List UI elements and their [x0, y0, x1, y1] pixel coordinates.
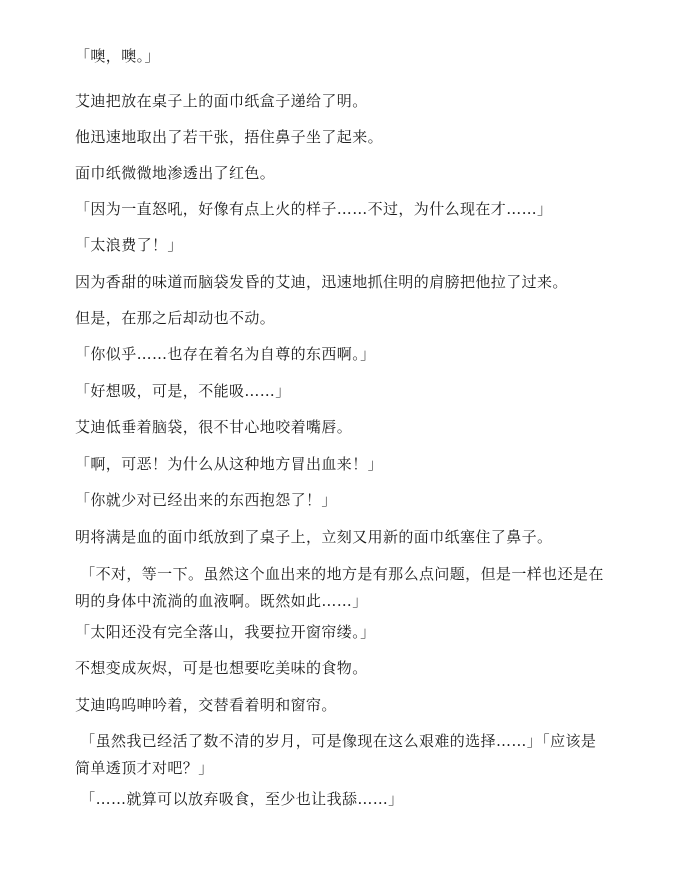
paragraph-17: 不想变成灰烬，可是也想要吃美味的食物。 [75, 659, 368, 677]
paragraph-15: 「不对，等一下。虽然这个血出来的地方是有那么点问题，但是一样也还是在 明的身体中流淌的血液啊。既然如此……」 [75, 565, 604, 610]
paragraph-20: 「……就算可以放弃吸食，至少也让我舔……」 [75, 790, 404, 808]
paragraph-12: 「啊，可恶！为什么从这种地方冒出血来！」 [75, 455, 384, 473]
paragraph-2: 艾迪把放在桌子上的面巾纸盒子递给了明。 [75, 92, 368, 110]
paragraph-8: 但是，在那之后却动也不动。 [75, 309, 276, 327]
paragraph-10: 「好想吸，可是，不能吸……」 [75, 382, 291, 400]
paragraph-19: 「虽然我已经活了数不清的岁月，可是像现在这么艰难的选择……」「应该是 简单透顶才对吧？」 [75, 732, 597, 777]
paragraph-13: 「你就少对已经出来的东西抱怨了！」 [75, 491, 337, 509]
paragraph-1: 「噢，噢。」 [75, 47, 160, 65]
paragraph-4: 面巾纸微微地渗透出了红色。 [75, 164, 276, 182]
paragraph-16: 「太阳还没有完全落山，我要拉开窗帘缕。」 [75, 623, 376, 641]
paragraph-5: 「因为一直怒吼，好像有点上火的样子……不过，为什么现在才……」 [75, 200, 553, 218]
paragraph-9: 「你似乎……也存在着名为自尊的东西啊。」 [75, 345, 376, 363]
paragraph-6: 「太浪费了！」 [75, 236, 183, 254]
paragraph-11: 艾迪低垂着脑袋，很不甘心地咬着嘴唇。 [75, 418, 353, 436]
paragraph-14: 明将满是血的面巾纸放到了桌子上，立刻又用新的面巾纸塞住了鼻子。 [75, 528, 553, 546]
paragraph-3: 他迅速地取出了若干张，捂住鼻子坐了起来。 [75, 128, 384, 146]
paragraph-18: 艾迪呜呜呻吟着，交替看着明和窗帘。 [75, 696, 337, 714]
paragraph-7: 因为香甜的味道而脑袋发昏的艾迪，迅速地抓住明的肩膀把他拉了过来。 [75, 273, 568, 291]
